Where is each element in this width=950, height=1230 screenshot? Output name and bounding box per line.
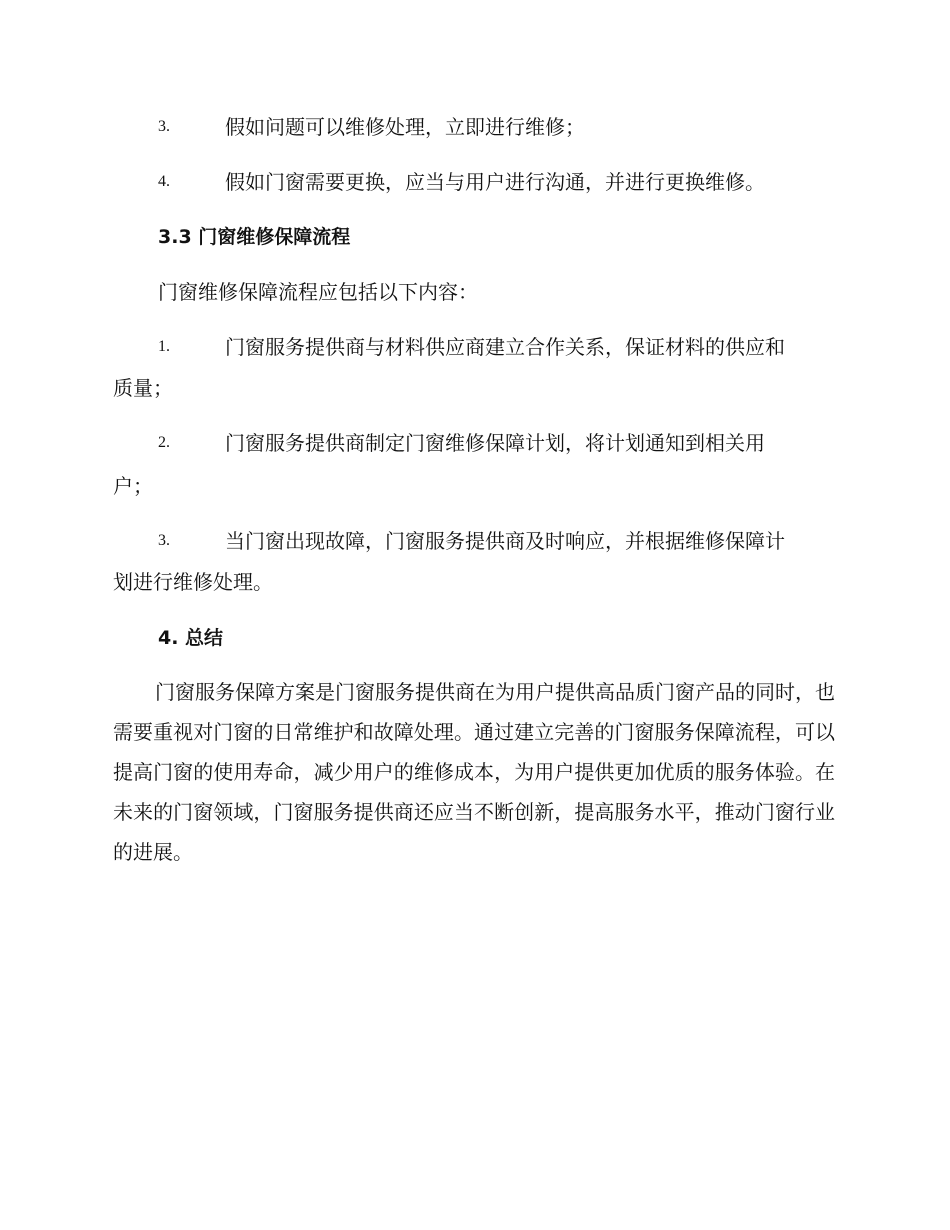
list-item-number: 1. xyxy=(158,338,170,355)
summary-paragraph: 门窗服务保障方案是门窗服务提供商在为用户提供高品质门窗产品的同时，也需要重视对门窗的日常维护和故障处理。通过建立完善的门窗服务保障流程，可以提高门窗的使用寿命，减少用户的维修成本，为用户提供更加优质的服务体验。在未来的门窗领域，门窗服务提供商还应当不断创新，提高服务水平，推动门窗行业的进展。 xyxy=(113,680,835,864)
list-item-text: 假如门窗需要更换，应当与用户进行沟通，并进行更换维修。 xyxy=(225,170,765,194)
list-item-text: 门窗服务提供商与材料供应商建立合作关系，保证材料的供应和 xyxy=(225,335,785,359)
list-item-continuation xyxy=(113,374,835,402)
list-item-continuation-text: 户； xyxy=(113,474,153,498)
list-item-text: 假如问题可以维修处理，立即进行维修； xyxy=(225,115,585,139)
list-item-text: 当门窗出现故障，门窗服务提供商及时响应，并根据维修保障计 xyxy=(225,529,785,553)
list-item-number: 4. xyxy=(158,173,170,190)
list-item-continuation-text: 质量； xyxy=(113,376,173,400)
list-item-text: 门窗服务提供商制定门窗维修保障计划，将计划通知到相关用 xyxy=(225,431,765,455)
list-item-continuation-text: 划进行维修处理。 xyxy=(113,570,273,594)
section-heading-text: 4. 总结 xyxy=(158,627,224,649)
list-item-number: 2. xyxy=(158,434,170,451)
list-item-continuation xyxy=(113,568,835,596)
section-intro-text: 门窗维修保障流程应包括以下内容： xyxy=(158,280,478,304)
list-item-continuation xyxy=(113,472,835,500)
list-item-number: 3. xyxy=(158,532,170,549)
section-heading-text: 3.3 门窗维修保障流程 xyxy=(158,226,351,248)
list-item-number: 3. xyxy=(158,118,170,135)
